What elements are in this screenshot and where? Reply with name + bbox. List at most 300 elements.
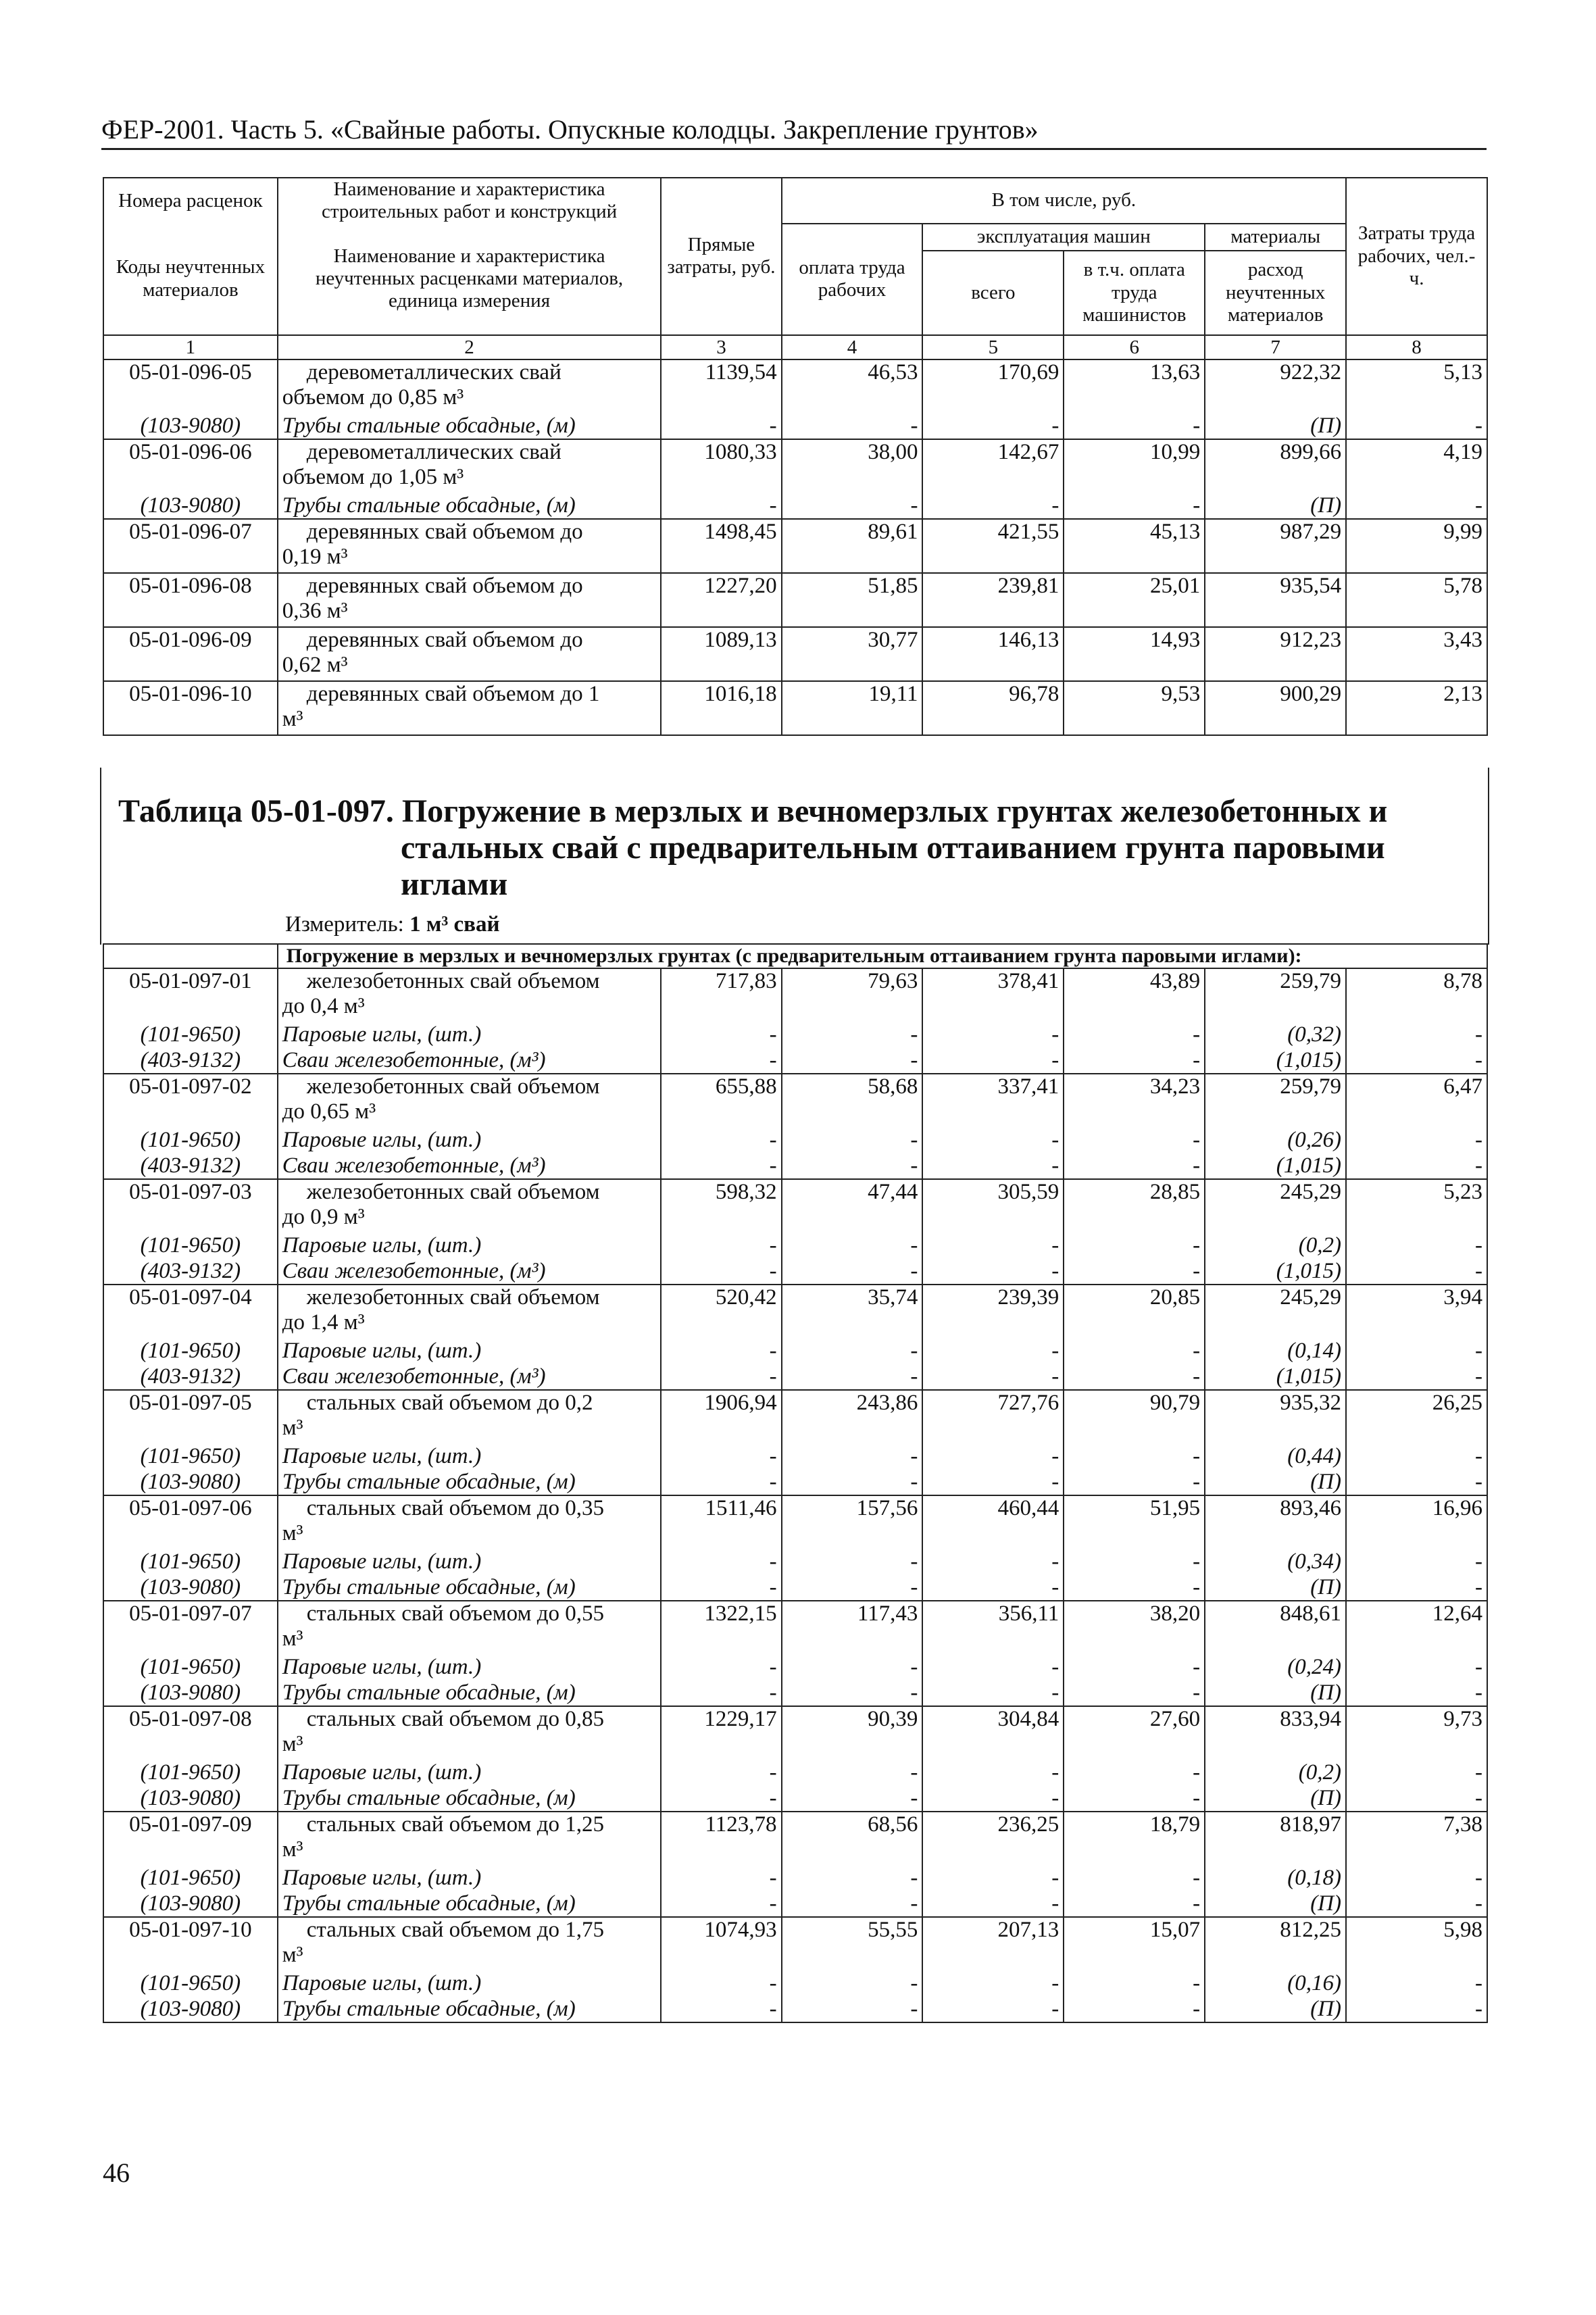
material-value: - xyxy=(1064,1681,1205,1706)
material-value: - xyxy=(1064,1048,1205,1074)
value-cell: 922,32 xyxy=(1205,359,1346,414)
value-cell: 987,29 xyxy=(1205,519,1346,573)
material-value: - xyxy=(922,1339,1064,1364)
work-name-line-2: до 0,9 м³ xyxy=(282,1205,365,1229)
value-cell: 304,84 xyxy=(922,1706,1064,1760)
table-row xyxy=(103,1495,1487,1549)
material-name: Паровые иглы, (шт.) xyxy=(278,1760,662,1786)
table-row xyxy=(103,573,1487,627)
material-value: - xyxy=(782,1971,923,1997)
work-name-line-1: стальных свай объемом до 0,2 xyxy=(306,1391,593,1415)
material-value: - xyxy=(782,414,923,439)
material-row xyxy=(103,1364,1487,1390)
value-cell: 5,13 xyxy=(1346,359,1487,414)
material-row xyxy=(103,1866,1487,1891)
work-name-line-2: 0,36 м³ xyxy=(282,599,348,624)
table-row xyxy=(103,1601,1487,1655)
work-name xyxy=(278,573,662,627)
header-operators-wages: в т.ч. оплата труда машинистов xyxy=(1064,251,1205,335)
work-name xyxy=(278,1706,662,1760)
work-name xyxy=(278,681,662,735)
material-value: - xyxy=(1346,1022,1487,1048)
value-cell: 1074,93 xyxy=(661,1917,781,1971)
measure-value: 1 м³ свай xyxy=(409,912,500,937)
material-value: - xyxy=(922,1760,1064,1786)
material-value: - xyxy=(1064,1364,1205,1390)
value-cell: 157,56 xyxy=(782,1495,923,1549)
value-cell: 51,85 xyxy=(782,573,923,627)
rate-code: 05-01-097-07 xyxy=(103,1601,278,1655)
rate-code: 05-01-096-10 xyxy=(103,681,278,735)
work-name-line-1: деревометаллических свай xyxy=(306,360,562,385)
value-cell: 245,29 xyxy=(1205,1179,1346,1233)
material-name: Паровые иглы, (шт.) xyxy=(278,1866,662,1891)
rates-table-096 xyxy=(103,177,1488,736)
header-material-codes: Коды неучтенных материалов xyxy=(103,224,278,335)
material-row xyxy=(103,493,1487,519)
material-value: - xyxy=(1064,1259,1205,1285)
value-cell: 356,11 xyxy=(922,1601,1064,1655)
value-cell: 337,41 xyxy=(922,1074,1064,1128)
material-value: (П) xyxy=(1205,1575,1346,1601)
material-code: (103-9080) xyxy=(103,1470,278,1495)
value-cell: 1322,15 xyxy=(661,1601,781,1655)
material-row xyxy=(103,1997,1487,2022)
work-name-line-2: объемом до 0,85 м³ xyxy=(282,385,464,410)
material-value: - xyxy=(922,1891,1064,1917)
header-wages: оплата труда рабочих xyxy=(782,224,923,335)
material-value: (1,015) xyxy=(1205,1364,1346,1390)
material-value: - xyxy=(782,1233,923,1259)
material-name: Паровые иглы, (шт.) xyxy=(278,1655,662,1681)
rate-code: 05-01-096-05 xyxy=(103,359,278,414)
material-value: - xyxy=(661,1760,781,1786)
material-value: - xyxy=(922,1786,1064,1812)
table-row xyxy=(103,1917,1487,1971)
work-name-line-2: до 0,4 м³ xyxy=(282,994,365,1018)
rate-code: 05-01-096-08 xyxy=(103,573,278,627)
material-code: (101-9650) xyxy=(103,1128,278,1153)
material-value: - xyxy=(1346,1786,1487,1812)
column-number: 1 xyxy=(103,335,278,360)
material-value: - xyxy=(922,414,1064,439)
work-name-line-2: м³ xyxy=(282,1521,303,1545)
material-value: - xyxy=(1346,1048,1487,1074)
material-value: - xyxy=(1064,1760,1205,1786)
work-name-line-2: м³ xyxy=(282,1732,303,1756)
material-value: - xyxy=(1064,414,1205,439)
rate-code: 05-01-096-09 xyxy=(103,627,278,681)
work-name xyxy=(278,968,662,1022)
material-name: Трубы стальные обсадные, (м) xyxy=(278,1997,662,2022)
material-value: - xyxy=(1346,1971,1487,1997)
table-row xyxy=(103,359,1487,414)
material-value: - xyxy=(782,1444,923,1470)
value-cell: 38,00 xyxy=(782,439,923,493)
value-cell: 30,77 xyxy=(782,627,923,681)
material-value: - xyxy=(1346,1128,1487,1153)
value-cell: 421,55 xyxy=(922,519,1064,573)
material-value: - xyxy=(922,1022,1064,1048)
value-cell: 207,13 xyxy=(922,1917,1064,1971)
material-row xyxy=(103,1339,1487,1364)
material-value: - xyxy=(661,1128,781,1153)
value-cell: 55,55 xyxy=(782,1917,923,1971)
header-direct-costs: Прямые затраты, руб. xyxy=(661,178,781,335)
material-value: - xyxy=(922,1444,1064,1470)
value-cell: 26,25 xyxy=(1346,1390,1487,1444)
value-cell: 259,79 xyxy=(1205,968,1346,1022)
work-name xyxy=(278,359,662,414)
material-value: - xyxy=(922,493,1064,519)
material-value: - xyxy=(1346,1997,1487,2022)
material-value: (П) xyxy=(1205,1681,1346,1706)
table-row xyxy=(103,1179,1487,1233)
material-code: (403-9132) xyxy=(103,1364,278,1390)
material-value: - xyxy=(922,1655,1064,1681)
work-name-line-1: железобетонных свай объемом xyxy=(306,1285,600,1310)
value-cell: 912,23 xyxy=(1205,627,1346,681)
material-value: - xyxy=(922,1575,1064,1601)
table-row xyxy=(103,1812,1487,1866)
header-machines-total: всего xyxy=(922,251,1064,335)
material-value: - xyxy=(1064,1153,1205,1179)
work-name-line-2: 0,19 м³ xyxy=(282,545,348,570)
value-cell: 378,41 xyxy=(922,968,1064,1022)
header-materials: материалы xyxy=(1205,224,1346,251)
work-name-line-2: м³ xyxy=(282,1416,303,1440)
work-name xyxy=(278,1601,662,1655)
material-value: - xyxy=(1346,1681,1487,1706)
material-value: (0,32) xyxy=(1205,1022,1346,1048)
value-cell: 848,61 xyxy=(1205,1601,1346,1655)
work-name xyxy=(278,1917,662,1971)
material-value: - xyxy=(661,1997,781,2022)
value-cell: 47,44 xyxy=(782,1179,923,1233)
material-name: Трубы стальные обсадные, (м) xyxy=(278,1470,662,1495)
material-value: - xyxy=(661,493,781,519)
work-name-line-1: деревянных свай объемом до xyxy=(306,574,583,599)
rate-code: 05-01-097-06 xyxy=(103,1495,278,1549)
value-cell: 79,63 xyxy=(782,968,923,1022)
material-value: - xyxy=(782,1153,923,1179)
group-heading: Погружение в мерзлых и вечномерзлых грунтах (с предварительным оттаиванием грунта паровыми иглами): xyxy=(278,944,1487,968)
material-value: - xyxy=(922,1233,1064,1259)
work-name xyxy=(278,1390,662,1444)
material-name: Паровые иглы, (шт.) xyxy=(278,1549,662,1575)
header-labor-hours: Затраты труда рабочих, чел.-ч. xyxy=(1346,178,1487,335)
value-cell: 3,43 xyxy=(1346,627,1487,681)
header-unaccounted-materials: расход неучтенных материалов xyxy=(1205,251,1346,335)
value-cell: 51,95 xyxy=(1064,1495,1205,1549)
column-number: 8 xyxy=(1346,335,1487,360)
material-name: Трубы стальные обсадные, (м) xyxy=(278,1786,662,1812)
page-header: ФЕР-2001. Часть 5. «Свайные работы. Опускные колодцы. Закрепление грунтов» xyxy=(101,114,1487,150)
material-value: - xyxy=(1064,1786,1205,1812)
material-value: - xyxy=(661,1575,781,1601)
value-cell: 16,96 xyxy=(1346,1495,1487,1549)
material-code: (403-9132) xyxy=(103,1048,278,1074)
value-cell: 34,23 xyxy=(1064,1074,1205,1128)
header-work-name: Наименование и характеристика строительных работ и конструкций xyxy=(278,178,662,224)
value-cell: 58,68 xyxy=(782,1074,923,1128)
material-value: (0,26) xyxy=(1205,1128,1346,1153)
work-name-line-1: стальных свай объемом до 0,85 xyxy=(306,1707,604,1731)
material-value: - xyxy=(1346,1891,1487,1917)
material-value: - xyxy=(782,1022,923,1048)
value-cell: 6,47 xyxy=(1346,1074,1487,1128)
material-value: - xyxy=(661,1655,781,1681)
material-value: - xyxy=(1346,1575,1487,1601)
work-name-line-1: железобетонных свай объемом xyxy=(306,1074,600,1099)
table-row xyxy=(103,968,1487,1022)
value-cell: 717,83 xyxy=(661,968,781,1022)
material-value: - xyxy=(1346,1444,1487,1470)
material-value: (П) xyxy=(1205,1470,1346,1495)
value-cell: 46,53 xyxy=(782,359,923,414)
column-number: 7 xyxy=(1205,335,1346,360)
material-value: (0,2) xyxy=(1205,1233,1346,1259)
material-code: (101-9650) xyxy=(103,1233,278,1259)
value-cell: 142,67 xyxy=(922,439,1064,493)
rate-code: 05-01-097-08 xyxy=(103,1706,278,1760)
value-cell: 45,13 xyxy=(1064,519,1205,573)
column-number: 5 xyxy=(922,335,1064,360)
material-value: - xyxy=(922,1259,1064,1285)
work-name-line-2: объемом до 1,05 м³ xyxy=(282,465,464,490)
header-machines: эксплуатация машин xyxy=(922,224,1205,251)
material-value: - xyxy=(1346,1339,1487,1364)
material-code: (101-9650) xyxy=(103,1549,278,1575)
value-cell: 1227,20 xyxy=(661,573,781,627)
material-value: - xyxy=(1064,1233,1205,1259)
material-value: - xyxy=(661,1048,781,1074)
value-cell: 236,25 xyxy=(922,1812,1064,1866)
value-cell: 935,54 xyxy=(1205,573,1346,627)
material-row xyxy=(103,1153,1487,1179)
value-cell: 727,76 xyxy=(922,1390,1064,1444)
value-cell: 20,85 xyxy=(1064,1285,1205,1339)
table-row xyxy=(103,519,1487,573)
material-name: Трубы стальные обсадные, (м) xyxy=(278,493,662,519)
material-value: - xyxy=(1346,1470,1487,1495)
material-value: - xyxy=(1064,1971,1205,1997)
table-row xyxy=(103,439,1487,493)
table-row xyxy=(103,1390,1487,1444)
value-cell: 259,79 xyxy=(1205,1074,1346,1128)
material-value: - xyxy=(782,1339,923,1364)
material-value: (П) xyxy=(1205,1786,1346,1812)
rate-code: 05-01-097-10 xyxy=(103,1917,278,1971)
value-cell: 5,98 xyxy=(1346,1917,1487,1971)
material-value: (0,16) xyxy=(1205,1971,1346,1997)
material-code: (101-9650) xyxy=(103,1971,278,1997)
table-title-line-3: иглами xyxy=(401,866,508,902)
rate-code: 05-01-097-03 xyxy=(103,1179,278,1233)
value-cell: 833,94 xyxy=(1205,1706,1346,1760)
material-value: - xyxy=(1064,1655,1205,1681)
material-value: (П) xyxy=(1205,414,1346,439)
value-cell: 96,78 xyxy=(922,681,1064,735)
work-name xyxy=(278,1074,662,1128)
material-name: Паровые иглы, (шт.) xyxy=(278,1022,662,1048)
material-code: (103-9080) xyxy=(103,493,278,519)
table-title xyxy=(118,793,1429,902)
value-cell: 14,93 xyxy=(1064,627,1205,681)
work-name-line-2: м³ xyxy=(282,707,303,732)
rates-table-097 xyxy=(103,943,1488,2023)
material-value: - xyxy=(661,1259,781,1285)
value-cell: 812,25 xyxy=(1205,1917,1346,1971)
material-row xyxy=(103,1786,1487,1812)
work-name-line-1: стальных свай объемом до 0,55 xyxy=(306,1601,604,1626)
work-name-line-2: м³ xyxy=(282,1837,303,1862)
material-value: - xyxy=(782,1681,923,1706)
material-value: - xyxy=(1346,1655,1487,1681)
material-name: Трубы стальные обсадные, (м) xyxy=(278,1575,662,1601)
material-value: - xyxy=(1064,1997,1205,2022)
material-value: - xyxy=(1064,1444,1205,1470)
material-code: (101-9650) xyxy=(103,1444,278,1470)
material-value: (0,14) xyxy=(1205,1339,1346,1364)
material-row xyxy=(103,1259,1487,1285)
value-cell: 1229,17 xyxy=(661,1706,781,1760)
value-cell: 38,20 xyxy=(1064,1601,1205,1655)
material-value: - xyxy=(1346,1364,1487,1390)
material-value: - xyxy=(782,1891,923,1917)
material-row xyxy=(103,1048,1487,1074)
material-value: - xyxy=(1346,1153,1487,1179)
work-name-line-1: деревянных свай объемом до xyxy=(306,628,583,653)
material-value: - xyxy=(1064,1575,1205,1601)
material-value: - xyxy=(1064,1339,1205,1364)
material-value: - xyxy=(922,1153,1064,1179)
value-cell: 25,01 xyxy=(1064,573,1205,627)
table-row xyxy=(103,1074,1487,1128)
value-cell: 89,61 xyxy=(782,519,923,573)
work-name-line-1: стальных свай объемом до 1,25 xyxy=(306,1812,604,1837)
value-cell: 598,32 xyxy=(661,1179,781,1233)
rate-code: 05-01-096-06 xyxy=(103,439,278,493)
material-value: - xyxy=(922,1128,1064,1153)
value-cell: 655,88 xyxy=(661,1074,781,1128)
header-rate-number: Номера расценок xyxy=(103,178,278,224)
material-name: Сваи железобетонные, (м³) xyxy=(278,1364,662,1390)
work-name-line-2: м³ xyxy=(282,1943,303,1967)
value-cell: 520,42 xyxy=(661,1285,781,1339)
material-value: - xyxy=(1346,1760,1487,1786)
rate-code: 05-01-097-05 xyxy=(103,1390,278,1444)
value-cell: 5,23 xyxy=(1346,1179,1487,1233)
table-row xyxy=(103,1285,1487,1339)
work-name xyxy=(278,1285,662,1339)
value-cell: 3,94 xyxy=(1346,1285,1487,1339)
value-cell: 1080,33 xyxy=(661,439,781,493)
header-including: В том числе, руб. xyxy=(782,178,1347,224)
material-row xyxy=(103,1891,1487,1917)
material-code: (403-9132) xyxy=(103,1259,278,1285)
material-code: (103-9080) xyxy=(103,414,278,439)
material-value: - xyxy=(782,1364,923,1390)
value-cell: 1123,78 xyxy=(661,1812,781,1866)
material-value: (П) xyxy=(1205,1891,1346,1917)
material-value: - xyxy=(1064,1128,1205,1153)
material-value: - xyxy=(661,1233,781,1259)
material-value: - xyxy=(661,1786,781,1812)
material-value: - xyxy=(661,1364,781,1390)
column-number: 2 xyxy=(278,335,662,360)
material-value: - xyxy=(1346,1549,1487,1575)
material-code: (103-9080) xyxy=(103,1997,278,2022)
value-cell: 239,39 xyxy=(922,1285,1064,1339)
table-frame-left xyxy=(100,768,101,945)
material-value: - xyxy=(661,1549,781,1575)
value-cell: 9,73 xyxy=(1346,1706,1487,1760)
material-value: - xyxy=(661,1022,781,1048)
table-title-line-1: Таблица 05-01-097. Погружение в мерзлых и вечномерзлых грунтах железобетонных и xyxy=(118,793,1388,829)
material-value: - xyxy=(782,1655,923,1681)
work-name-line-2: м³ xyxy=(282,1626,303,1651)
material-value: - xyxy=(661,1681,781,1706)
material-row xyxy=(103,1233,1487,1259)
value-cell: 90,79 xyxy=(1064,1390,1205,1444)
work-name xyxy=(278,439,662,493)
value-cell: 245,29 xyxy=(1205,1285,1346,1339)
value-cell: 15,07 xyxy=(1064,1917,1205,1971)
value-cell: 9,53 xyxy=(1064,681,1205,735)
table-row xyxy=(103,627,1487,681)
value-cell: 7,38 xyxy=(1346,1812,1487,1866)
material-code: (101-9650) xyxy=(103,1760,278,1786)
table-row xyxy=(103,1706,1487,1760)
material-row xyxy=(103,1128,1487,1153)
work-name-line-2: до 1,4 м³ xyxy=(282,1310,365,1335)
value-cell: 28,85 xyxy=(1064,1179,1205,1233)
work-name-line-1: железобетонных свай объемом xyxy=(306,969,600,993)
material-row xyxy=(103,1470,1487,1495)
material-name: Паровые иглы, (шт.) xyxy=(278,1444,662,1470)
value-cell: 460,44 xyxy=(922,1495,1064,1549)
work-name-line-2: 0,62 м³ xyxy=(282,653,348,678)
material-value: - xyxy=(661,1971,781,1997)
material-value: - xyxy=(782,1760,923,1786)
work-name-line-1: деревянных свай объемом до 1 xyxy=(306,682,600,707)
work-name-line-1: стальных свай объемом до 1,75 xyxy=(306,1918,604,1942)
value-cell: 13,63 xyxy=(1064,359,1205,414)
value-cell: 12,64 xyxy=(1346,1601,1487,1655)
material-row xyxy=(103,1549,1487,1575)
value-cell: 1498,45 xyxy=(661,519,781,573)
material-value: - xyxy=(1346,1233,1487,1259)
material-value: (0,44) xyxy=(1205,1444,1346,1470)
value-cell: 4,19 xyxy=(1346,439,1487,493)
value-cell: 8,78 xyxy=(1346,968,1487,1022)
material-value: - xyxy=(782,1128,923,1153)
column-number: 3 xyxy=(661,335,781,360)
material-row xyxy=(103,414,1487,439)
material-name: Паровые иглы, (шт.) xyxy=(278,1128,662,1153)
material-name: Паровые иглы, (шт.) xyxy=(278,1233,662,1259)
material-row xyxy=(103,1655,1487,1681)
material-code: (103-9080) xyxy=(103,1575,278,1601)
material-value: - xyxy=(782,1259,923,1285)
material-row xyxy=(103,1760,1487,1786)
value-cell: 19,11 xyxy=(782,681,923,735)
material-row xyxy=(103,1575,1487,1601)
value-cell: 818,97 xyxy=(1205,1812,1346,1866)
material-value: (0,24) xyxy=(1205,1655,1346,1681)
value-cell: 90,39 xyxy=(782,1706,923,1760)
